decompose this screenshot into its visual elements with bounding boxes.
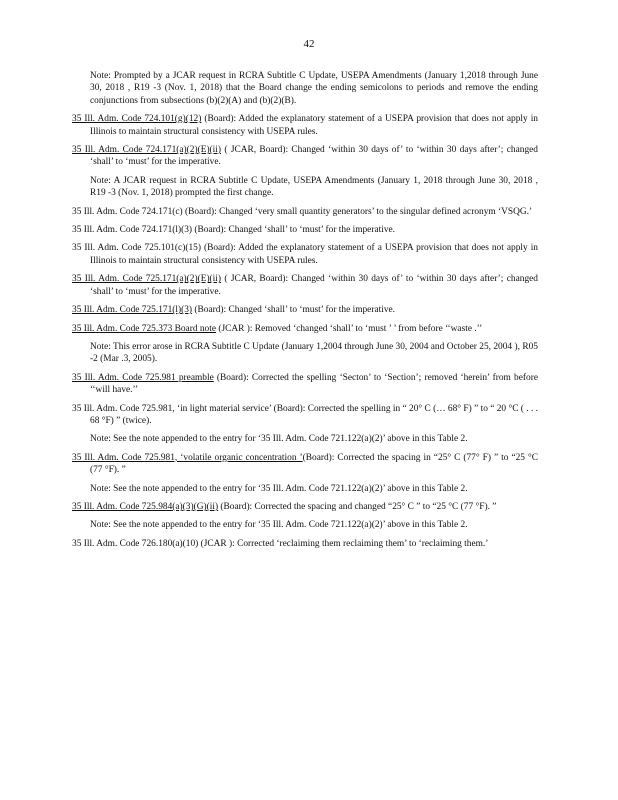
code-citation: 35 Ill. Adm. Code 725.171(a)(2)(E)(ii) xyxy=(72,274,222,285)
entry-text: ( JCAR, Board): Changed ‘within 30 days of’ to ‘within 30 days after’; changed ‘shall’ to ‘must’ for the imperative. xyxy=(90,145,538,168)
code-entry xyxy=(72,206,538,218)
entry-text: (Board): Corrected the spacing in “25° C (77° F) ” to “25 °C (77 °F). ” xyxy=(90,452,538,476)
code-entry xyxy=(72,144,538,169)
entry-text: (Board): Corrected the spelling ‘Secton’ to ‘Section’; removed ‘herein’ from before ‘‘will have.’’ xyxy=(90,372,538,396)
note-text: Note: See the note appended to the entry for ‘35 Ill. Adm. Code 721.122(a)(2)’ above in this Table 2. xyxy=(90,520,468,531)
entry-text: 35 Ill. Adm. Code 725.101(c)(15) (Board): Added the explanatory statement of a USEPA provision that does not apply in Illinois to maintain structural consistency with USEPA rules. xyxy=(72,243,538,266)
entry-text: 35 Ill. Adm. Code 724.171(l)(3) (Board): Changed ‘shall’ to ‘must’ for the imperative. xyxy=(72,225,396,236)
note-paragraph xyxy=(72,483,538,495)
entry-text: ( JCAR, Board): Changed ‘within 30 days of’ to ‘within 30 days after’; changed ‘shall’ to ‘must’ for the imperative. xyxy=(90,274,538,297)
entry-text: 35 Ill. Adm. Code 725.981, ‘in light material service’ (Board): Corrected the spelling in “ 20° C (… 68° F) ” to “ 20 °C ( . . . 68 °F) ” (twice). xyxy=(72,403,538,426)
code-citation: 35 Ill. Adm. Code 725.373 Board note xyxy=(72,323,216,334)
note-paragraph xyxy=(72,519,538,531)
note-text: Note: Prompted by a JCAR request in RCRA Subtitle C Update, USEPA Amendments (January 1,2018 through June 30, 2018 , R19 -3 (Nov. 1, 2018) that the Board change the ending semicolons to periods and remove the ending conjunctions from subsections (b)(2)(A) and (b)(2)(B). xyxy=(90,71,538,106)
code-entry xyxy=(72,501,538,513)
code-entry xyxy=(72,538,538,550)
note-paragraph xyxy=(72,175,538,200)
entry-text: 35 Ill. Adm. Code 724.171(c) (Board): Changed ‘very small quantity generators’ to the singular defined acronym ‘VSQG.’ xyxy=(72,206,533,217)
code-citation: 35 Ill. Adm. Code 725.981, ‘volatile organic concentration ’ xyxy=(72,452,303,463)
code-citation: 35 Ill. Adm. Code 724.171(a)(2)(E)(ii) xyxy=(72,145,222,156)
note-paragraph xyxy=(72,70,538,107)
code-entry xyxy=(72,403,538,428)
note-text: Note: A JCAR request in RCRA Subtitle C Update, USEPA Amendments (January 1, 2018 through June 30, 2018 , R19 -3 (Nov. 1, 2018) prompted the first change. xyxy=(90,175,538,199)
note-paragraph xyxy=(72,433,538,445)
note-paragraph xyxy=(72,341,538,366)
entry-text: (Board): Added the explanatory statement of a USEPA provision that does not apply in Illinois to maintain structural consistency with USEPA rules. xyxy=(90,114,538,137)
entry-text: 35 Ill. Adm. Code 726.180(a)(10) (JCAR ): Corrected ‘reclaiming them reclaiming them’ to ‘reclaiming them.’ xyxy=(72,538,489,549)
code-entry xyxy=(72,273,538,298)
code-entry xyxy=(72,372,538,397)
page-number: 42 xyxy=(303,38,315,50)
code-entry xyxy=(72,242,538,267)
note-text: Note: This error arose in RCRA Subtitle C Update (January 1,2004 through June 30, 2004 and October 25, 2004 ), R05 -2 (Mar .3, 2005). xyxy=(90,341,538,365)
code-entry xyxy=(72,323,538,335)
entry-text: (Board): Corrected the spacing and changed “25° C ” to “25 °C (77 °F). ” xyxy=(218,501,497,512)
code-entry xyxy=(72,452,538,477)
code-entry xyxy=(72,113,538,138)
entry-text: (Board): Changed ‘shall’ to ‘must’ for the imperative. xyxy=(192,305,396,316)
code-citation: 35 Ill. Adm. Code 725.984(a)(3)(G)(ii) xyxy=(72,501,219,512)
code-citation: 35 Ill. Adm. Code 725.981 preamble xyxy=(72,372,214,383)
code-entry xyxy=(72,224,538,236)
code-citation: 35 Ill. Adm. Code 724.101(g)(12) xyxy=(72,114,202,125)
note-text: Note: See the note appended to the entry for ‘35 Ill. Adm. Code 721.122(a)(2)’ above in this Table 2. xyxy=(90,483,468,494)
document-body xyxy=(72,70,538,556)
note-text: Note: See the note appended to the entry for ‘35 Ill. Adm. Code 721.122(a)(2)’ above in this Table 2. xyxy=(90,434,468,445)
entry-text: (JCAR ): Removed ‘changed ‘shall’ to ‘must ’ ’ from before ‘‘waste .’’ xyxy=(216,323,483,334)
code-entry xyxy=(72,304,538,316)
code-citation: 35 Ill. Adm. Code 725.171(l)(3) xyxy=(72,305,193,316)
